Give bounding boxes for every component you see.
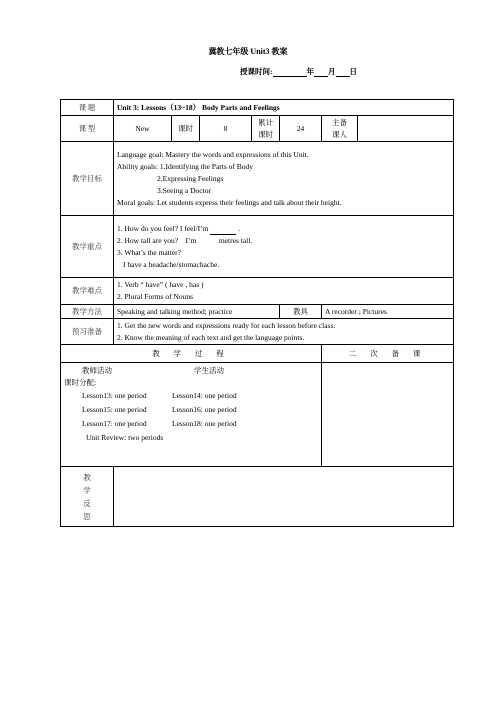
topic-label: 课 题 xyxy=(61,100,114,116)
preview-row xyxy=(61,319,454,345)
allocation-row-3 xyxy=(64,418,318,430)
key-point-1-end: . xyxy=(238,223,241,233)
difficulties-label: 教学难点 xyxy=(61,278,114,305)
tools-value: A recorder ; Pictures xyxy=(322,305,454,319)
allocation-right: Lesson18: one period xyxy=(172,419,237,428)
reflection-char: 思 xyxy=(83,511,91,521)
key-point-3-answer: I have a headache/stomachache. xyxy=(123,259,220,269)
preparer-label-1: 主备 xyxy=(332,117,347,127)
process-content xyxy=(61,363,322,467)
answer-blank xyxy=(210,226,236,235)
type-value: New xyxy=(114,116,172,142)
teacher-activity: 教师活动 xyxy=(82,366,112,375)
method-label: 教学方法 xyxy=(61,305,114,319)
process-header-row xyxy=(61,345,454,363)
moral-goal: Moral goals: Let students express their feelings and talk about their height. xyxy=(117,197,342,207)
allocation-row-1 xyxy=(64,390,318,402)
ability-goal-3: 3.Seeing a Doctor xyxy=(157,185,211,195)
preview-item-2: 2. Know the meaning of each text and get the language points. xyxy=(117,332,305,342)
tools-label: 教具 xyxy=(280,305,322,319)
cumulative-label-2: 课时 xyxy=(258,129,273,139)
objectives-content xyxy=(114,142,454,216)
activity-headers xyxy=(64,365,318,377)
ability-goal-2: 2.Expressing Feelings xyxy=(157,173,224,183)
reflection-row xyxy=(61,467,454,527)
periods-value: 8 xyxy=(200,116,252,142)
preview-label: 预习准备 xyxy=(61,319,114,345)
difficulties-row xyxy=(61,278,454,305)
allocation-right: Lesson14: one period xyxy=(172,391,237,400)
document-title: 冀教七年级 Unit3 教案 xyxy=(208,47,288,56)
reflection-content xyxy=(114,467,454,527)
ability-goal-1: Ability goals: 1.Identifying the Parts of Body xyxy=(117,161,254,171)
reflection-char: 学 xyxy=(83,485,91,495)
cumulative-label xyxy=(252,116,280,142)
preview-content xyxy=(114,319,454,345)
allocation-right: Lesson16: one period xyxy=(172,405,237,414)
second-prep-content xyxy=(322,363,454,467)
allocation-left: Lesson13: one period xyxy=(82,391,147,400)
reflection-char: 教 xyxy=(83,472,91,482)
language-goal: Language goal: Mastery the words and expressions of this Unit. xyxy=(117,149,309,159)
month-blank xyxy=(314,68,328,77)
difficulty-2: 2. Plural Forms of Nouns xyxy=(117,292,194,301)
unit-review: Unit Review: two periods xyxy=(86,433,164,442)
allocation-row-2 xyxy=(64,404,318,416)
type-label: 课 型 xyxy=(61,116,114,142)
difficulty-1: 1. Verb “ have” ( have , has ) xyxy=(117,280,204,289)
reflection-label xyxy=(61,467,114,527)
key-points-content xyxy=(114,216,454,278)
allocation-left: Lesson15: one period xyxy=(82,405,147,414)
key-points-row xyxy=(61,216,454,278)
preview-item-1: 1. Get the new words and expressions ready for each lesson before class. xyxy=(117,320,336,330)
allocation-label: 课时分配: xyxy=(64,378,97,387)
method-row xyxy=(61,305,454,319)
lesson-plan-table xyxy=(60,99,454,527)
year-label: 年 xyxy=(306,67,314,76)
topic-row xyxy=(61,100,454,116)
lesson-date-line xyxy=(240,66,357,77)
student-activity: 学生活动 xyxy=(194,366,224,375)
topic-value: Unit 3: Lessons（13~18） Body Parts and Feelings xyxy=(114,100,454,116)
objectives-row xyxy=(61,142,454,216)
cumulative-value: 24 xyxy=(280,116,322,142)
preparer-value xyxy=(358,116,454,142)
type-row xyxy=(61,116,454,142)
date-prefix: 授课时间: xyxy=(240,67,273,76)
second-prep-label: 二 次 备 课 xyxy=(322,345,454,363)
reflection-char: 反 xyxy=(83,498,91,508)
key-points-label: 教学重点 xyxy=(61,216,114,278)
key-point-1-text: 1. How do you feel? I feel/I’m xyxy=(117,223,209,233)
key-point-1 xyxy=(117,223,450,235)
year-blank xyxy=(273,68,307,77)
day-label: 日 xyxy=(349,67,357,76)
method-value: Speaking and talking method; practice xyxy=(114,305,280,319)
cumulative-label-1: 累计 xyxy=(258,117,273,127)
month-label: 月 xyxy=(328,67,336,76)
difficulties-content xyxy=(114,278,454,305)
preparer-label xyxy=(322,116,358,142)
key-point-3: 3. What’s the matter? xyxy=(117,247,182,257)
key-point-2: 2. How tall are you? I’m metres tall. xyxy=(117,235,253,245)
process-label: 教 学 过 程 xyxy=(61,345,322,363)
day-blank xyxy=(336,68,350,77)
periods-label: 课时 xyxy=(172,116,200,142)
process-row xyxy=(61,363,454,467)
allocation-left: Lesson17: one period xyxy=(82,419,147,428)
preparer-label-2: 课人 xyxy=(332,129,347,139)
objectives-label: 教学目标 xyxy=(61,142,114,216)
